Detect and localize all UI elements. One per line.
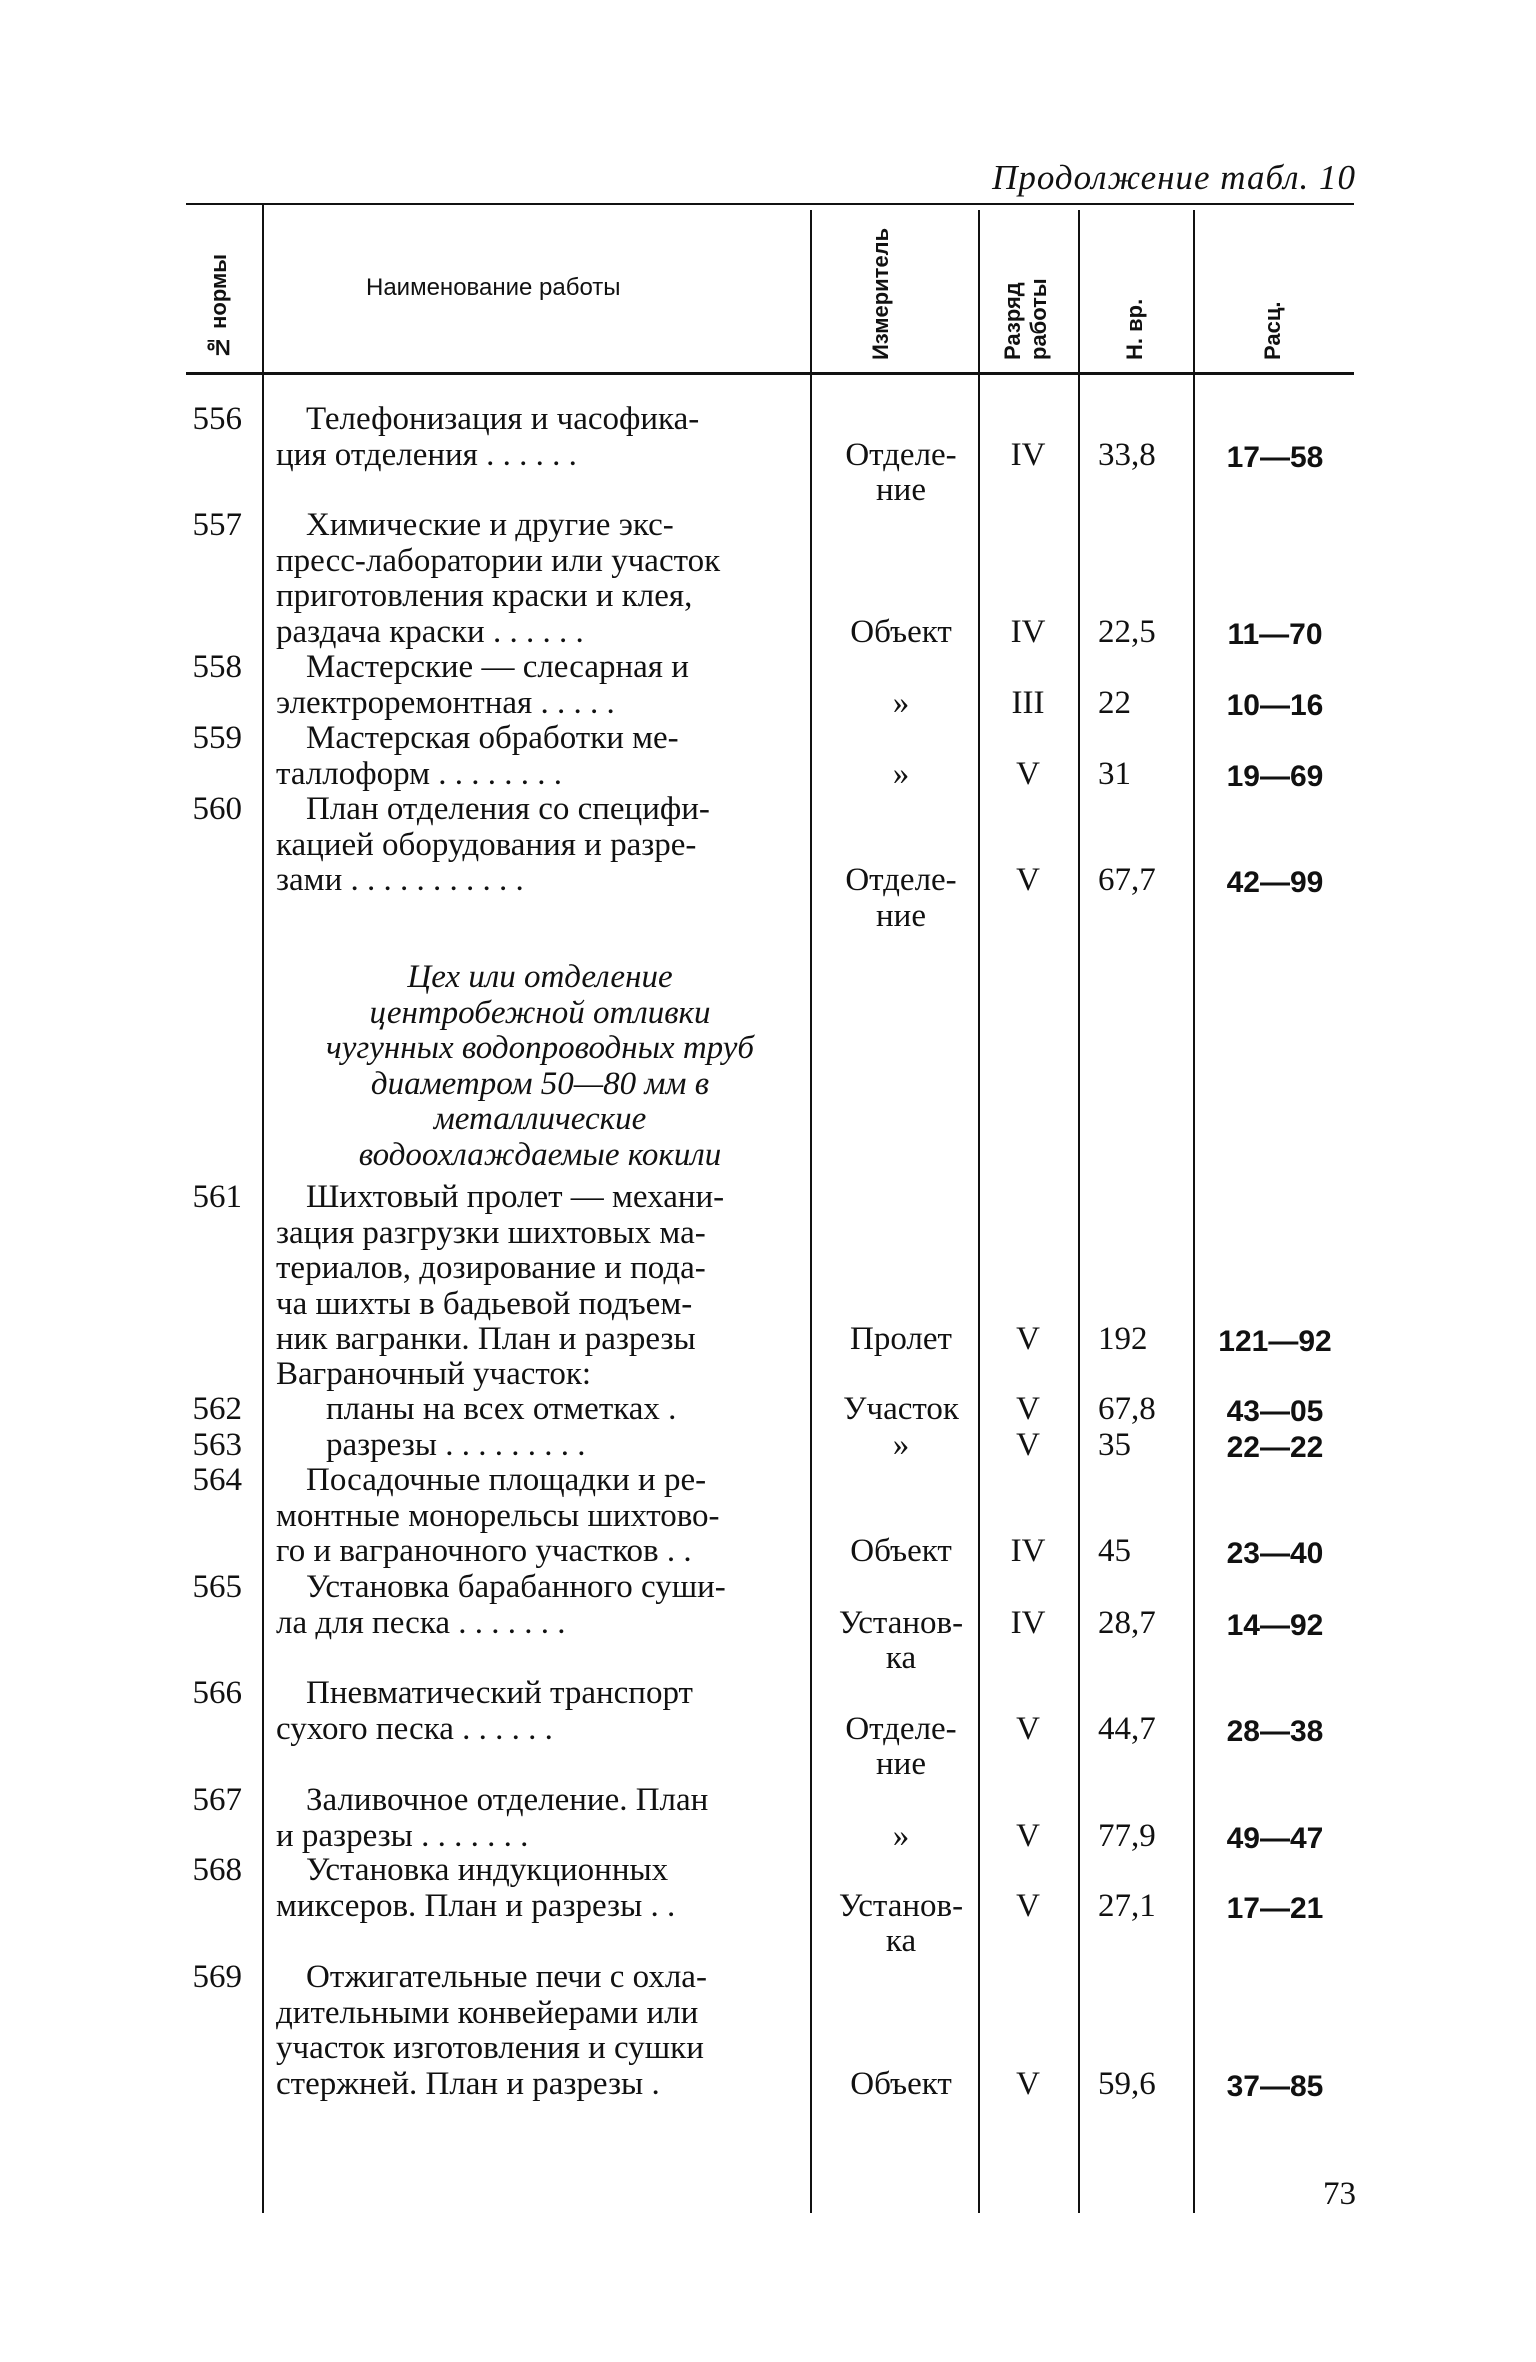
work-name-line: Установка индукционных xyxy=(306,1852,669,1888)
work-name-line: планы на всех отметках . xyxy=(326,1391,677,1427)
work-name xyxy=(276,720,834,792)
rate-value: 42—99 xyxy=(1226,866,1324,899)
unit-of-measure: Участок xyxy=(843,1391,959,1427)
work-name-line: План отделения со специфи- xyxy=(306,791,710,827)
rate-value: 43—05 xyxy=(1226,1395,1324,1428)
table-header-rule xyxy=(186,372,1354,375)
section-heading-line: центробежной отливки xyxy=(369,994,711,1031)
work-name-line: Телефонизация и часофика- xyxy=(306,401,700,437)
header-rate: Расц. xyxy=(1260,301,1285,360)
norm-number: 556 xyxy=(192,401,242,437)
column-divider xyxy=(262,203,264,2213)
work-grade: V xyxy=(1016,755,1040,792)
work-name-line: миксеров. План и разрезы . . xyxy=(276,1887,676,1924)
work-name-line: зация разгрузки шихтовых ма- xyxy=(276,1214,706,1251)
norm-number: 562 xyxy=(192,1391,242,1427)
work-name-line: пресс-лаборатории или участок xyxy=(276,542,721,579)
time-norm: 35 xyxy=(1098,1427,1131,1463)
work-name-line: ция отделения . . . . . . xyxy=(276,436,577,473)
unit-of-measure: Объект xyxy=(850,2065,952,2102)
header-work-name: Наименование работы xyxy=(366,274,621,301)
work-name-line: Посадочные площадки и ре- xyxy=(306,1462,707,1498)
section-heading-line: чугунных водопроводных труб xyxy=(326,1030,754,1066)
norm-number: 567 xyxy=(192,1782,242,1818)
unit-of-measure: Объект xyxy=(850,1533,952,1569)
work-name-line: ча шихты в бадьевой подъем- xyxy=(276,1285,693,1322)
work-name xyxy=(276,1179,834,1358)
norm-number: 564 xyxy=(192,1462,242,1498)
column-divider xyxy=(1078,210,1080,2213)
header-unit xyxy=(868,218,928,360)
subheading: Ваграночный участок: xyxy=(276,1356,592,1392)
work-grade: V xyxy=(1016,1321,1040,1357)
page-header: Продолжение табл. 10 xyxy=(992,158,1356,197)
unit-of-measure: » xyxy=(892,1427,910,1463)
table-top-rule xyxy=(186,203,1354,205)
work-name xyxy=(276,791,834,899)
unit-of-measure: » xyxy=(892,684,910,721)
work-name-line: Пневматический транспорт xyxy=(306,1675,693,1711)
time-norm: 22 xyxy=(1098,684,1131,721)
work-grade: V xyxy=(1016,1427,1040,1463)
work-name xyxy=(276,1675,834,1747)
unit-of-measure: Отделе- ние xyxy=(845,436,957,508)
work-name xyxy=(276,1782,834,1854)
time-norm: 192 xyxy=(1098,1321,1148,1357)
work-name xyxy=(276,1569,834,1641)
work-name xyxy=(276,507,834,650)
work-name-line: разрезы . . . . . . . . . xyxy=(326,1427,586,1463)
norm-number: 569 xyxy=(192,1959,242,1995)
rate-value: 49—47 xyxy=(1226,1821,1324,1855)
rate-value: 17—21 xyxy=(1226,1891,1324,1925)
unit-of-measure: Объект xyxy=(850,613,952,650)
work-name xyxy=(276,1959,834,2102)
time-norm: 67,7 xyxy=(1098,862,1156,898)
header-unit-text: Измеритель xyxy=(868,227,893,360)
work-name-line: Шихтовый пролет — механи- xyxy=(306,1179,725,1215)
work-name xyxy=(276,649,834,721)
work-name-line: зами . . . . . . . . . . . xyxy=(276,862,524,898)
norm-number: 565 xyxy=(192,1569,242,1605)
work-name-line: го и ваграночного участков . . xyxy=(276,1533,692,1569)
work-grade: V xyxy=(1016,1391,1040,1427)
rate-value: 19—69 xyxy=(1226,759,1324,793)
time-norm: 22,5 xyxy=(1098,613,1156,650)
work-name-line: Заливочное отделение. План xyxy=(306,1782,709,1818)
work-name xyxy=(326,1428,804,1464)
column-divider xyxy=(1193,210,1195,2213)
norm-number: 566 xyxy=(192,1675,242,1711)
section-heading-line: Цех или отделение xyxy=(407,959,673,995)
work-name-line: дительными конвейерами или xyxy=(276,1994,699,2031)
rate-value: 121—92 xyxy=(1218,1325,1332,1358)
time-norm: 44,7 xyxy=(1098,1710,1156,1747)
norm-number: 558 xyxy=(192,649,242,685)
work-grade: IV xyxy=(1010,613,1046,650)
time-norm: 31 xyxy=(1098,755,1131,792)
header-hours: Н. вр. xyxy=(1122,298,1147,360)
unit-of-measure: » xyxy=(892,755,910,792)
work-grade: V xyxy=(1016,1887,1040,1924)
header-norm-no: № нормы xyxy=(206,253,231,360)
work-name-line: Химические и другие экс- xyxy=(306,507,674,543)
work-name xyxy=(276,1462,834,1570)
work-name xyxy=(276,401,834,473)
work-grade: V xyxy=(1016,1710,1040,1747)
rate-value: 37—85 xyxy=(1226,2069,1324,2103)
section-heading xyxy=(270,960,810,1173)
rate-value: 17—58 xyxy=(1226,440,1324,474)
work-name xyxy=(326,1392,804,1428)
work-grade: V xyxy=(1016,862,1040,898)
work-name-line: таллоформ . . . . . . . . xyxy=(276,755,562,792)
norm-number: 568 xyxy=(192,1852,242,1888)
time-norm: 33,8 xyxy=(1098,436,1156,473)
time-norm: 45 xyxy=(1098,1533,1131,1569)
time-norm: 67,8 xyxy=(1098,1391,1156,1427)
work-name-line: электроремонтная . . . . . xyxy=(276,684,615,721)
work-grade: IV xyxy=(1010,1533,1046,1569)
time-norm: 27,1 xyxy=(1098,1887,1156,1924)
time-norm: 59,6 xyxy=(1098,2065,1156,2102)
norm-number: 561 xyxy=(192,1179,242,1215)
work-grade: IV xyxy=(1010,436,1046,473)
work-name-line: приготовления краски и клея, xyxy=(276,578,693,614)
work-name-line: ла для песка . . . . . . . xyxy=(276,1604,566,1641)
section-heading-line: диаметром 50—80 мм в xyxy=(370,1065,710,1102)
unit-of-measure: Установ- ка xyxy=(838,1887,964,1959)
rate-value: 14—92 xyxy=(1226,1608,1324,1642)
rate-value: 10—16 xyxy=(1226,688,1324,722)
work-name-line: и разрезы . . . . . . . xyxy=(276,1817,529,1854)
work-name-line: териалов, дозирование и пода- xyxy=(276,1250,706,1286)
section-heading-line: водоохлаждаемые кокили xyxy=(358,1136,722,1173)
norm-number: 559 xyxy=(192,720,242,756)
unit-of-measure: Пролет xyxy=(850,1321,952,1357)
norm-number: 560 xyxy=(192,791,242,827)
work-name-line: сухого песка . . . . . . xyxy=(276,1710,553,1747)
rate-value: 23—40 xyxy=(1226,1537,1324,1570)
unit-of-measure: » xyxy=(892,1817,910,1854)
work-name-line: кацией оборудования и разре- xyxy=(276,826,697,863)
page-number: 73 xyxy=(1323,2176,1356,2212)
work-name-line: Мастерская обработки ме- xyxy=(306,720,679,756)
work-grade: IV xyxy=(1010,1604,1046,1641)
rate-value: 11—70 xyxy=(1227,617,1323,651)
unit-of-measure: Отделе- ние xyxy=(845,1710,957,1782)
unit-of-measure: Отделе- ние xyxy=(845,862,957,934)
norm-number: 563 xyxy=(192,1427,242,1463)
rate-value: 22—22 xyxy=(1226,1431,1324,1464)
work-grade: III xyxy=(1011,684,1045,721)
section-heading-line: металлические xyxy=(433,1101,647,1137)
header-grade: Разряд работы xyxy=(1000,278,1051,360)
work-name-line: участок изготовления и сушки xyxy=(276,2030,704,2066)
time-norm: 28,7 xyxy=(1098,1604,1156,1641)
work-grade: V xyxy=(1016,1817,1040,1854)
work-name xyxy=(276,1852,834,1924)
work-name-line: раздача краски . . . . . . xyxy=(276,613,584,650)
work-name-line: стержней. План и разрезы . xyxy=(276,2065,660,2102)
work-name-line: монтные монорельсы шихтово- xyxy=(276,1497,720,1534)
work-grade: V xyxy=(1016,2065,1040,2102)
norm-number: 557 xyxy=(192,507,242,543)
work-name-line: Установка барабанного суши- xyxy=(306,1569,726,1605)
work-name-line: Отжигательные печи с охла- xyxy=(306,1959,707,1995)
work-name-line: ник вагранки. План и разрезы xyxy=(276,1321,696,1357)
work-name-line: Мастерские — слесарная и xyxy=(306,649,689,685)
unit-of-measure: Установ- ка xyxy=(838,1604,964,1676)
time-norm: 77,9 xyxy=(1098,1817,1156,1854)
rate-value: 28—38 xyxy=(1226,1714,1324,1748)
